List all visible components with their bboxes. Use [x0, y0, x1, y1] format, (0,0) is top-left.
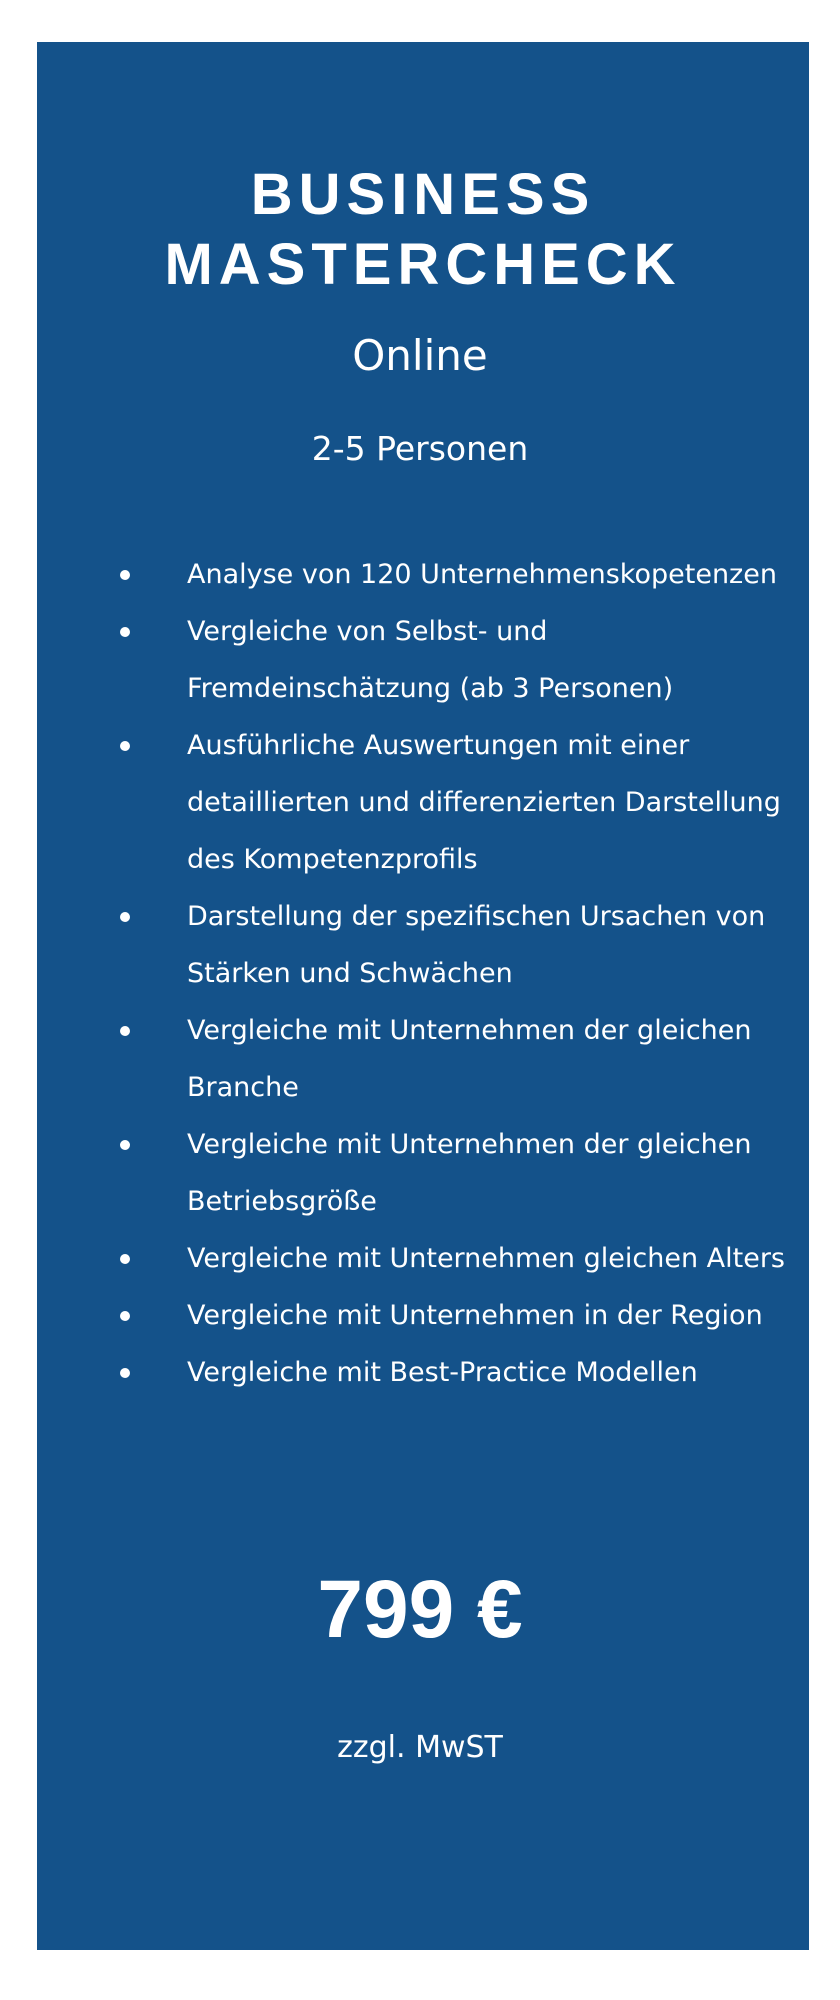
bullet-icon	[120, 1311, 130, 1321]
bullet-icon	[120, 1368, 130, 1378]
feature-item	[112, 1002, 792, 1116]
feature-text: Analyse von 120 Unternehmenskopetenzen	[187, 559, 777, 590]
feature-text: Ausführliche Auswertungen mit einer detaillierten und differenzierten Darstellung des Kompetenzprofils	[187, 730, 781, 875]
feature-item	[112, 888, 792, 1002]
bullet-icon	[120, 741, 130, 751]
price: 799 €	[317, 1564, 523, 1655]
feature-list	[112, 546, 792, 1401]
feature-item	[112, 603, 792, 717]
feature-text: Vergleiche mit Unternehmen gleichen Alters	[187, 1243, 785, 1274]
feature-text: Vergleiche mit Unternehmen der gleichen Betriebsgröße	[187, 1129, 752, 1217]
feature-item	[112, 717, 792, 888]
feature-item	[112, 1230, 792, 1287]
bullet-icon	[120, 912, 130, 922]
feature-text: Vergleiche mit Best-Practice Modellen	[187, 1357, 698, 1388]
bullet-icon	[120, 570, 130, 580]
feature-text: Vergleiche von Selbst- und Fremdeinschätzung (ab 3 Personen)	[187, 616, 674, 704]
feature-item	[112, 1116, 792, 1230]
bullet-icon	[120, 1026, 130, 1036]
feature-item	[112, 1287, 792, 1344]
feature-text: Darstellung der spezifischen Ursachen von Stärken und Schwächen	[187, 901, 766, 989]
group-size: 2-5 Personen	[311, 429, 529, 468]
tax-note: zzgl. MwST	[337, 1730, 503, 1765]
feature-item	[112, 546, 792, 603]
product-title-line-2: MASTERCHECK	[164, 232, 682, 297]
bullet-icon	[120, 627, 130, 637]
bullet-icon	[120, 1254, 130, 1264]
feature-text: Vergleiche mit Unternehmen der gleichen Branche	[187, 1015, 752, 1103]
pricing-card	[37, 42, 809, 1950]
feature-text: Vergleiche mit Unternehmen in der Region	[187, 1300, 763, 1331]
product-title-line-1: BUSINESS	[250, 162, 596, 227]
feature-item	[112, 1344, 792, 1401]
delivery-mode: Online	[352, 331, 488, 380]
product-title	[37, 160, 809, 300]
bullet-icon	[120, 1140, 130, 1150]
